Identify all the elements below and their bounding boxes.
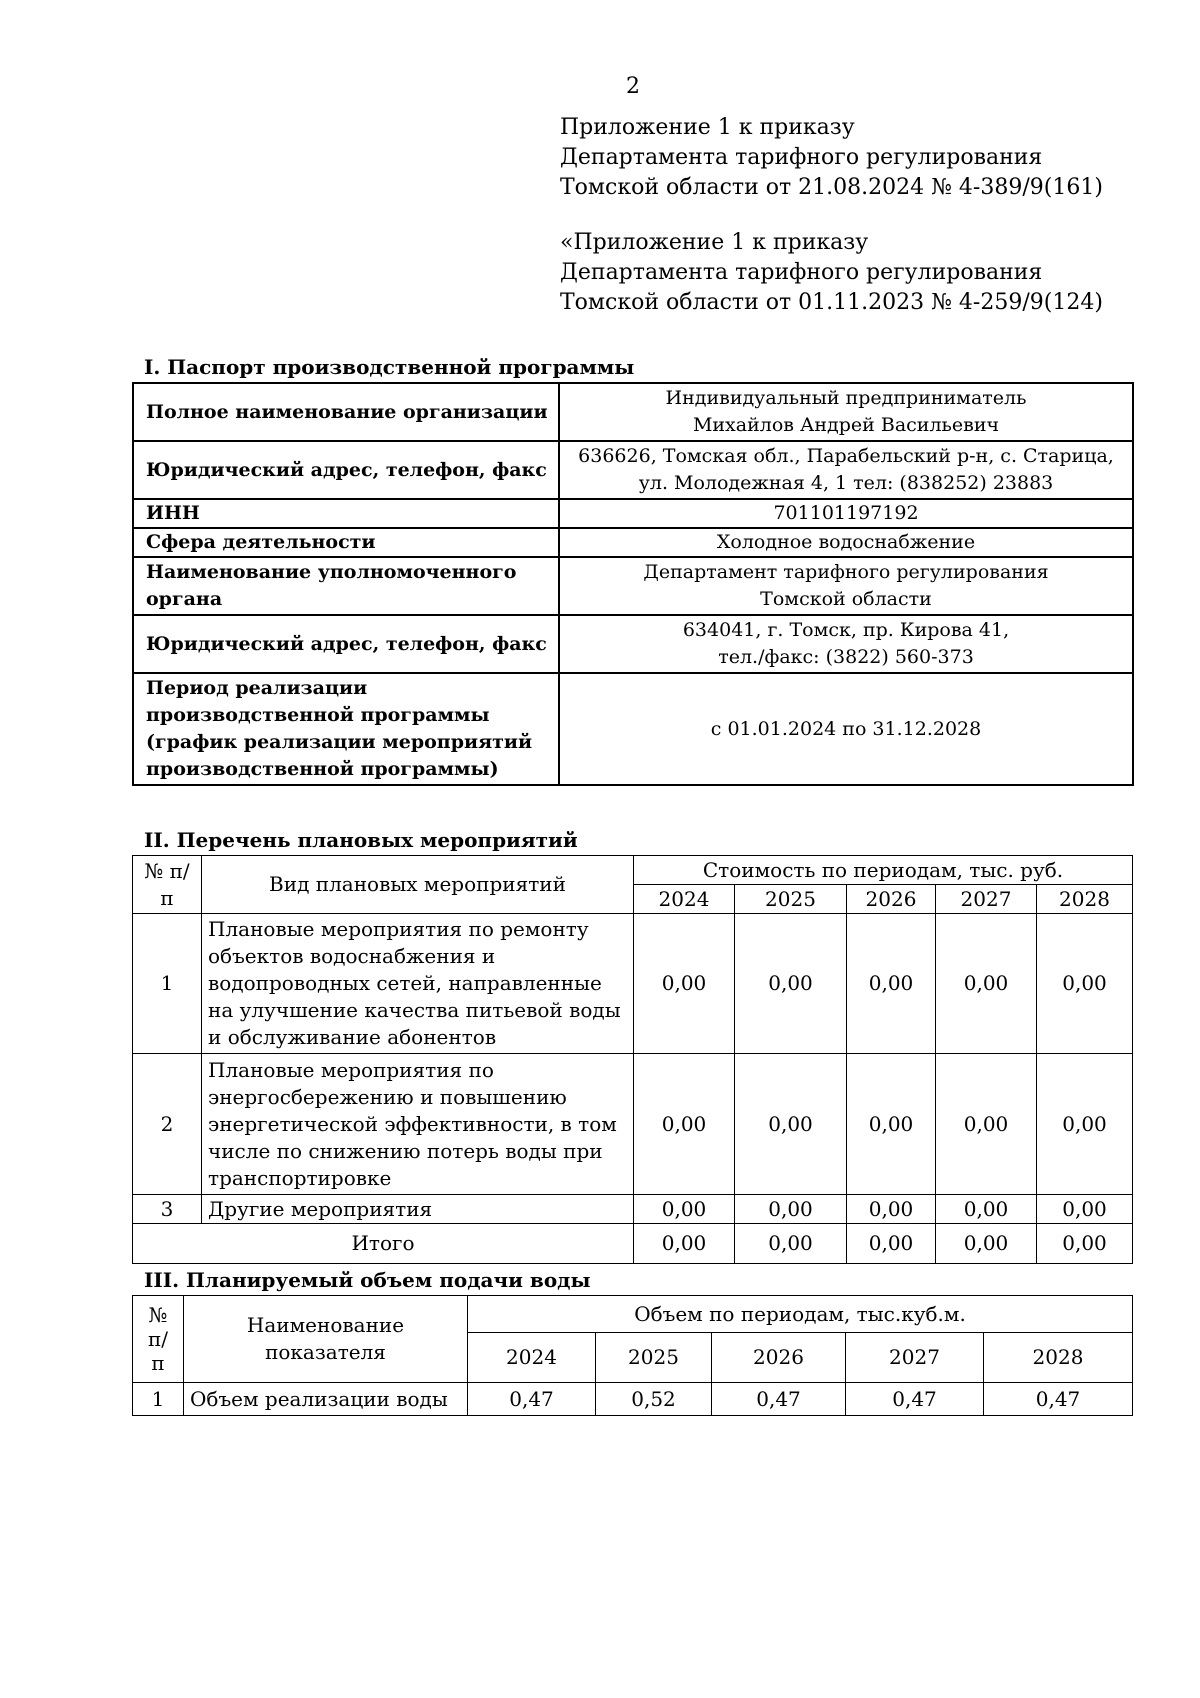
activity-name: Плановые мероприятия по ремонту объектов водоснабжения и водопроводных сетей, направленные на улучшение качества питьевой воды и обслуживание абонентов — [202, 914, 634, 1054]
col-header-activity: Вид плановых мероприятий — [202, 856, 634, 914]
table-row — [133, 615, 1133, 673]
col-header-year: 2026 — [712, 1333, 846, 1383]
activities-table — [132, 855, 1133, 1264]
col-header-cost: Стоимость по периодам, тыс. руб. — [634, 856, 1133, 885]
appendix-line: Департамента тарифного регулирования — [560, 260, 1043, 285]
table-row — [133, 1195, 1133, 1224]
passport-value: Департамент тарифного регулирования Томской области — [559, 557, 1133, 615]
cost-value: 0,00 — [1037, 1054, 1133, 1195]
water-volume-table — [132, 1295, 1133, 1416]
total-label: Итого — [133, 1224, 634, 1264]
passport-value: Холодное водоснабжение — [559, 528, 1133, 557]
appendix-line: Томской области от 01.11.2023 № 4-259/9(124) — [560, 290, 1103, 315]
table-row — [133, 1383, 1133, 1416]
cost-value: 0,00 — [634, 1054, 735, 1195]
cost-value: 0,00 — [847, 914, 936, 1054]
col-header-num: № п/п — [133, 856, 202, 914]
table-row — [133, 441, 1133, 499]
col-header-year: 2025 — [735, 885, 847, 914]
cost-value: 0,00 — [735, 1054, 847, 1195]
volume-value: 0,47 — [984, 1383, 1133, 1416]
col-header-year: 2024 — [634, 885, 735, 914]
section-2-title: II. Перечень плановых мероприятий — [144, 828, 578, 852]
cost-value: 0,00 — [847, 1054, 936, 1195]
col-header-year: 2028 — [1037, 885, 1133, 914]
col-header-indicator: Наименование показателя — [184, 1296, 468, 1383]
passport-key: Полное наименование организации — [133, 383, 559, 441]
volume-value: 0,52 — [596, 1383, 712, 1416]
activity-name: Другие мероприятия — [202, 1195, 634, 1224]
volume-value: 0,47 — [468, 1383, 596, 1416]
col-header-volume: Объем по периодам, тыс.куб.м. — [468, 1296, 1133, 1333]
col-header-year: 2027 — [846, 1333, 984, 1383]
table-row — [133, 383, 1133, 441]
cost-value: 0,00 — [936, 1054, 1037, 1195]
cost-value: 0,00 — [1037, 1195, 1133, 1224]
appendix-line: Департамента тарифного регулирования — [560, 145, 1043, 170]
row-num: 2 — [133, 1054, 202, 1195]
cost-value: 0,00 — [735, 914, 847, 1054]
col-header-year: 2028 — [984, 1333, 1133, 1383]
row-num: 3 — [133, 1195, 202, 1224]
cost-value: 0,00 — [1037, 914, 1133, 1054]
cost-value: 0,00 — [634, 1195, 735, 1224]
table-header-row — [133, 1296, 1133, 1333]
total-value: 0,00 — [847, 1224, 936, 1264]
appendix-current — [560, 113, 1103, 203]
passport-value: 636626, Томская обл., Парабельский р-н, с. Старица, ул. Молодежная 4, 1 тел: (838252) 23883 — [559, 441, 1133, 499]
table-row — [133, 673, 1133, 785]
cost-value: 0,00 — [634, 914, 735, 1054]
passport-key: Сфера деятельности — [133, 528, 559, 557]
col-header-year: 2026 — [847, 885, 936, 914]
passport-key: Юридический адрес, телефон, факс — [133, 615, 559, 673]
cost-value: 0,00 — [735, 1195, 847, 1224]
passport-value: с 01.01.2024 по 31.12.2028 — [559, 673, 1133, 785]
table-header-row — [133, 856, 1133, 885]
table-row — [133, 1054, 1133, 1195]
page-number: 2 — [626, 74, 640, 99]
col-header-year: 2024 — [468, 1333, 596, 1383]
passport-key: ИНН — [133, 499, 559, 528]
table-row — [133, 528, 1133, 557]
table-row — [133, 914, 1133, 1054]
table-row — [133, 557, 1133, 615]
appendix-previous — [560, 228, 1103, 318]
cost-value: 0,00 — [936, 914, 1037, 1054]
row-num: 1 — [133, 914, 202, 1054]
cost-value: 0,00 — [936, 1195, 1037, 1224]
passport-table — [132, 382, 1134, 786]
appendix-line: Томской области от 21.08.2024 № 4-389/9(161) — [560, 175, 1103, 200]
col-header-year: 2027 — [936, 885, 1037, 914]
passport-value: 701101197192 — [559, 499, 1133, 528]
col-header-num: № п/ п — [133, 1296, 184, 1383]
table-total-row — [133, 1224, 1133, 1264]
appendix-line: Приложение 1 к приказу — [560, 115, 855, 140]
passport-value: 634041, г. Томск, пр. Кирова 41, тел./факс: (3822) 560-373 — [559, 615, 1133, 673]
section-1-title: I. Паспорт производственной программы — [144, 355, 635, 379]
appendix-line: «Приложение 1 к приказу — [560, 230, 869, 255]
passport-key: Наименование уполномоченного органа — [133, 557, 559, 615]
total-value: 0,00 — [735, 1224, 847, 1264]
volume-value: 0,47 — [846, 1383, 984, 1416]
volume-value: 0,47 — [712, 1383, 846, 1416]
table-row — [133, 499, 1133, 528]
activity-name: Плановые мероприятия по энергосбережению и повышению энергетической эффективности, в том числе по снижению потерь воды при транспортировке — [202, 1054, 634, 1195]
total-value: 0,00 — [1037, 1224, 1133, 1264]
row-num: 1 — [133, 1383, 184, 1416]
total-value: 0,00 — [634, 1224, 735, 1264]
total-value: 0,00 — [936, 1224, 1037, 1264]
col-header-year: 2025 — [596, 1333, 712, 1383]
passport-key: Период реализации производственной программы (график реализации мероприятий производственной программы) — [133, 673, 559, 785]
section-3-title: III. Планируемый объем подачи воды — [144, 1268, 591, 1292]
indicator-name: Объем реализации воды — [184, 1383, 468, 1416]
cost-value: 0,00 — [847, 1195, 936, 1224]
passport-key: Юридический адрес, телефон, факс — [133, 441, 559, 499]
passport-value: Индивидуальный предприниматель Михайлов Андрей Васильевич — [559, 383, 1133, 441]
